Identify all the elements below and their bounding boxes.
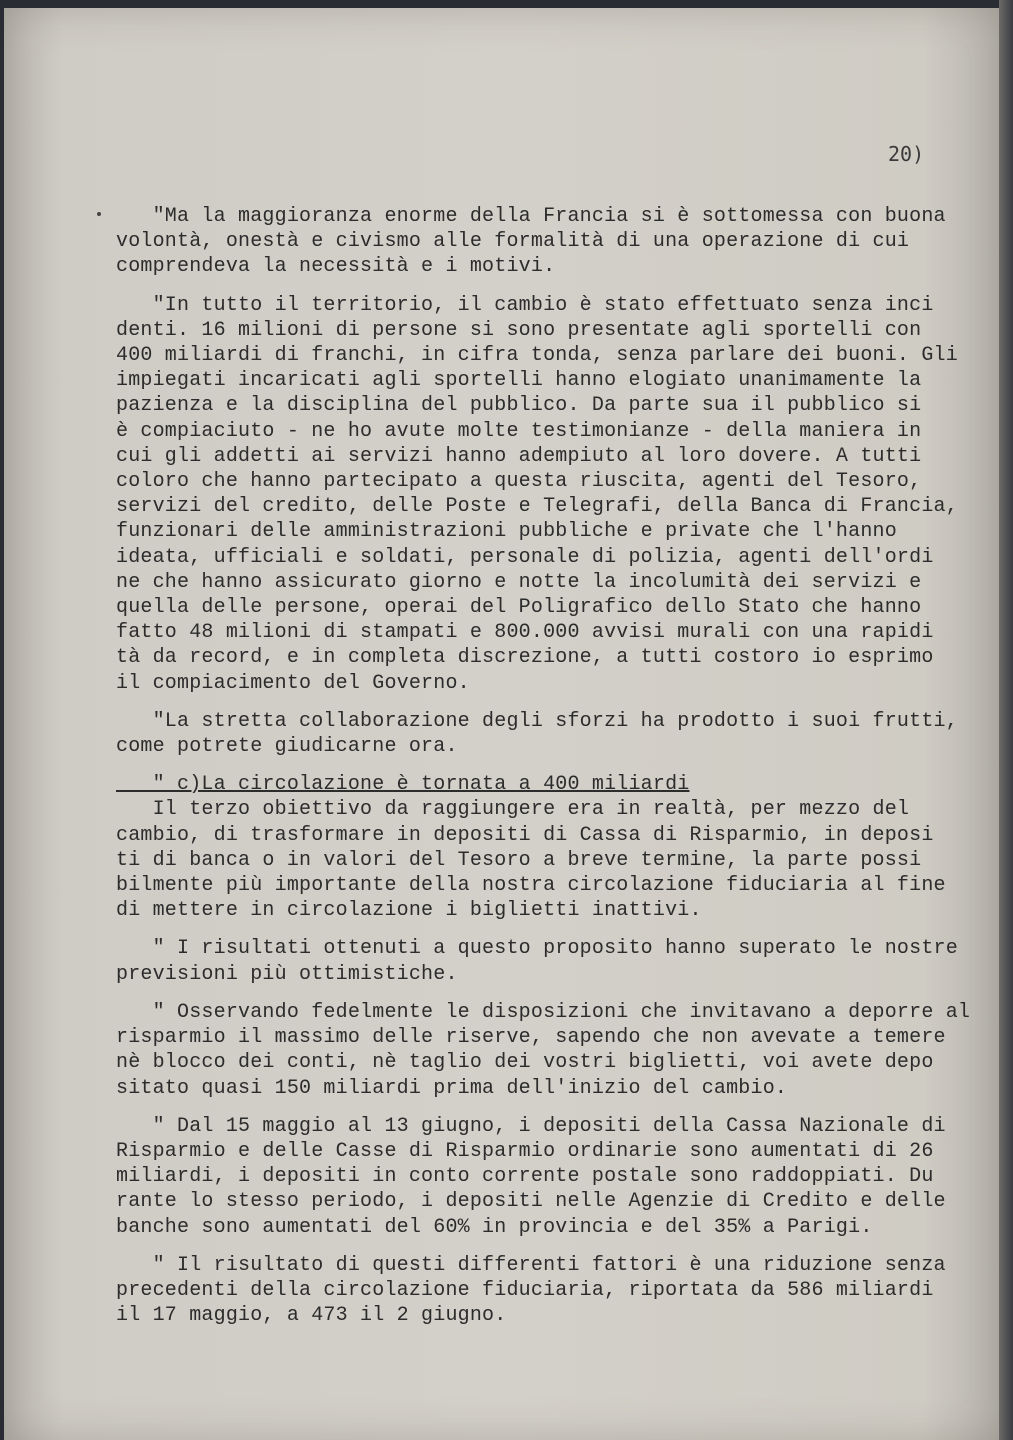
text-line: come potrete giudicarne ora.	[116, 735, 458, 759]
text-line: previsioni più ottimistiche.	[116, 962, 458, 986]
text-line: " Il risultato di questi differenti fattori è una riduzione senza	[116, 1253, 946, 1277]
text-line: Il terzo obiettivo da raggiungere era in realtà, per mezzo del	[116, 798, 910, 822]
paragraph	[116, 936, 976, 986]
text-line: di mettere in circolazione i biglietti inattivi.	[116, 899, 702, 923]
text-line: risparmio il massimo delle riserve, sapendo che non avevate a temere	[116, 1026, 946, 1050]
paragraph	[116, 772, 976, 923]
text-line: bilmente più importante della nostra circolazione fiduciaria al fine	[116, 874, 946, 898]
text-line: volontà, onestà e civismo alle formalità di una operazione di cui	[116, 230, 910, 254]
text-line: "Ma la maggioranza enorme della Francia si è sottomessa con buona	[116, 205, 946, 228]
text-line: precedenti della circolazione fiduciaria, riportata da 586 miliardi	[116, 1278, 934, 1302]
text-line: miliardi, i depositi in conto corrente postale sono raddoppiati. Du	[116, 1165, 934, 1189]
text-line: pazienza e la disciplina del pubblico. Da parte sua il pubblico si	[116, 394, 922, 418]
paragraph	[116, 1114, 976, 1240]
text-line: "La stretta collaborazione degli sforzi ha prodotto i suoi frutti,	[116, 709, 958, 733]
text-line: "In tutto il territorio, il cambio è stato effettuato senza inci	[116, 293, 934, 317]
text-line: quella delle persone, operai del Poligrafico dello Stato che hanno	[116, 596, 922, 620]
text-line: tà da record, e in completa discrezione, a tutti costoro io esprimo	[116, 646, 934, 670]
text-line: cui gli addetti ai servizi hanno adempiuto al loro dovere. A tutti	[116, 444, 922, 468]
text-line: impiegati incaricati agli sportelli hanno elogiato unanimamente la	[116, 369, 922, 393]
text-line: " I risultati ottenuti a questo proposito hanno superato le nostre	[116, 937, 958, 961]
text-line: coloro che hanno partecipato a questa riuscita, agenti del Tesoro,	[116, 470, 922, 494]
binding-edge	[999, 0, 1013, 1440]
paragraph	[116, 709, 976, 759]
text-line: banche sono aumentati del 60% in provincia e del 35% a Parigi.	[116, 1215, 873, 1239]
text-line: ideata, ufficiali e soldati, personale di polizia, agenti dell'ordi	[116, 545, 934, 569]
text-line: " Dal 15 maggio al 13 giugno, i depositi della Cassa Nazionale di	[116, 1114, 946, 1138]
text-line: è compiaciuto - ne ho avute molte testimonianze - della maniera in	[116, 419, 922, 443]
text-line: Risparmio e delle Casse di Risparmio ordinarie sono aumentati di 26	[116, 1139, 934, 1163]
paragraph	[116, 1000, 976, 1101]
paragraph	[116, 204, 976, 280]
text-line: servizi del credito, delle Poste e Telegrafi, della Banca di Francia,	[116, 495, 958, 519]
text-line: comprendeva la necessità e i motivi.	[116, 255, 556, 279]
text-line: fatto 48 milioni di stampati e 800.000 avvisi murali con una rapidi	[116, 621, 934, 645]
text-line: denti. 16 milioni di persone si sono presentate agli sportelli con	[116, 318, 922, 342]
text-line: " Osservando fedelmente le disposizioni che invitavano a deporre al	[116, 1000, 971, 1024]
text-line: il compiacimento del Governo.	[116, 671, 470, 695]
text-line: nè blocco dei conti, nè taglio dei vostri biglietti, voi avete depo	[116, 1051, 934, 1075]
body-text	[116, 204, 976, 1341]
text-line: ti di banca o in valori del Tesoro a breve termine, la parte possi	[116, 848, 922, 872]
section-heading: " c)La circolazione è tornata a 400 miliardi	[116, 773, 690, 797]
text-line: funzionari delle amministrazioni pubbliche e private che l'hanno	[116, 520, 897, 544]
text-line: il 17 maggio, a 473 il 2 giugno.	[116, 1304, 507, 1328]
text-line: 400 miliardi di franchi, in cifra tonda, senza parlare dei buoni. Gli	[116, 344, 958, 368]
text-line: sitato quasi 150 miliardi prima dell'inizio del cambio.	[116, 1076, 788, 1100]
margin-dot	[97, 212, 101, 216]
paragraph	[116, 1253, 976, 1329]
paragraph	[116, 293, 976, 696]
text-line: rante lo stesso periodo, i depositi nelle Agenzie di Credito e delle	[116, 1190, 946, 1214]
text-line: ne che hanno assicurato giorno e notte la incolumità dei servizi e	[116, 570, 922, 594]
page-number: 20)	[888, 142, 925, 166]
text-line: cambio, di trasformare in depositi di Cassa di Risparmio, in deposi	[116, 823, 934, 847]
